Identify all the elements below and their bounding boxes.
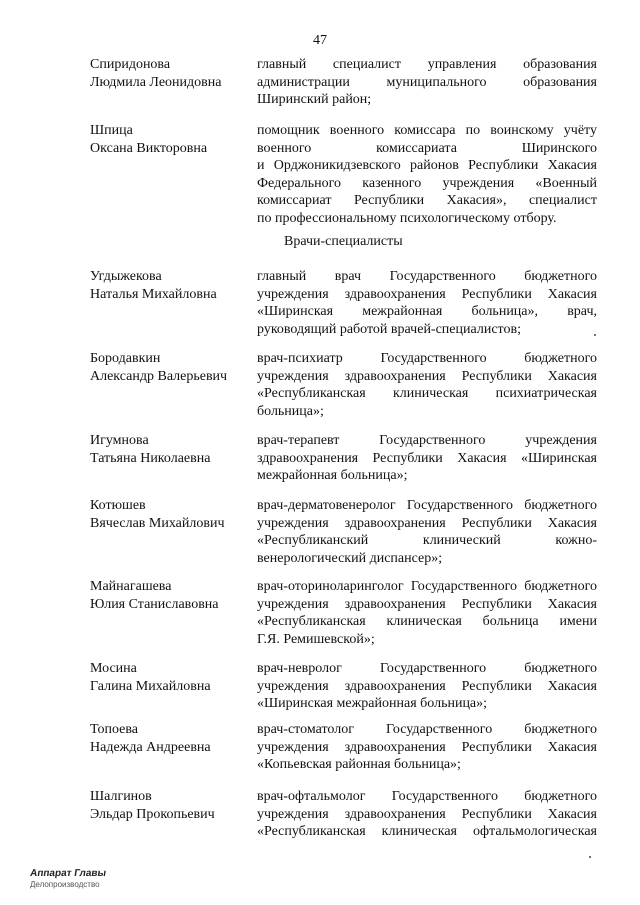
member-surname: Котюшев: [90, 498, 146, 513]
position-line: учреждения здравоохранения Республики Хакасия: [257, 806, 597, 822]
member-name: [90, 350, 250, 386]
member-surname: Шпица: [90, 123, 133, 138]
member-name: [90, 122, 250, 158]
position-line: «Ширинская межрайонная больница»;: [257, 696, 488, 711]
position-line: межрайонная больница»;: [257, 468, 408, 483]
position-line: Ширинский район;: [257, 92, 372, 107]
member-name: [90, 788, 250, 824]
member-given-names: Наталья Михайловна: [90, 287, 217, 302]
footer-stamp: [30, 868, 106, 890]
position-line: учреждения здравоохранения Республики Хакасия: [257, 515, 597, 531]
position-line: больница»;: [257, 403, 324, 419]
position-line: военного комиссариата Ширинского: [257, 140, 597, 156]
member-name: [90, 497, 250, 533]
position-line: врач-психиатр Государственного бюджетного: [257, 351, 597, 366]
member-surname: Бородавкин: [90, 351, 161, 366]
position-line: врач-терапевт Государственного учреждения: [257, 433, 597, 448]
position-line: учреждения здравоохранения Республики Хакасия: [257, 596, 597, 612]
page-number: 47: [313, 33, 327, 48]
member-surname: Угдыжекова: [90, 269, 162, 284]
member-position: [257, 122, 597, 227]
position-line: помощник военного комиссара по воинскому учёту: [257, 123, 597, 138]
position-line: главный врач Государственного бюджетного: [257, 269, 597, 284]
member-given-names: Людмила Леонидовна: [90, 75, 222, 90]
member-position: [257, 268, 597, 338]
position-line: врач-дерматовенеролог Государственного бюджетного: [257, 498, 597, 513]
member-given-names: Галина Михайловна: [90, 679, 211, 694]
member-surname: Мосина: [90, 661, 137, 676]
section-title: Врачи-специалисты: [284, 234, 403, 249]
member-position: [257, 660, 597, 713]
scan-speck: [594, 334, 596, 336]
position-line: врач-стоматолог Государственного бюджетного: [257, 722, 597, 737]
position-line: врач-невролог Государственного бюджетного: [257, 661, 597, 676]
position-line: «Республиканская клиническая офтальмологическая: [257, 824, 597, 839]
position-line: здравоохранения Республики Хакасия «Ширинская: [257, 450, 597, 466]
footer-line-2: Делопроизводство: [30, 880, 100, 889]
position-line: комиссариат Республики Хакасия», специалист: [257, 193, 597, 208]
footer-line-1: Аппарат Главы: [29, 868, 107, 879]
member-position: [257, 788, 597, 841]
member-name: [90, 660, 250, 696]
member-position: [257, 721, 597, 774]
member-given-names: Татьяна Николаевна: [90, 451, 211, 466]
position-line: «Республиканский клинический кожно-: [257, 533, 597, 548]
member-given-names: Юлия Станиславовна: [90, 597, 219, 612]
position-line: и Орджоникидзевского районов Республики Хакасия: [257, 158, 597, 173]
member-surname: Топоева: [90, 722, 139, 737]
position-line: «Республиканская клиническая больница имени: [257, 614, 597, 629]
position-line: врач-офтальмолог Государственного бюджетного: [257, 789, 597, 804]
member-name: [90, 268, 250, 304]
position-line: учреждения здравоохранения Республики Хакасия: [257, 739, 597, 755]
member-name: [90, 432, 250, 468]
position-line: учреждения здравоохранения Республики Хакасия: [257, 678, 597, 694]
member-position: [257, 578, 597, 648]
position-line: врач-оториноларинголог Государственного бюджетного: [257, 579, 597, 594]
member-given-names: Оксана Викторовна: [90, 141, 208, 156]
member-given-names: Вячеслав Михайлович: [90, 516, 225, 531]
member-surname: Шалгинов: [90, 789, 152, 804]
member-position: [257, 497, 597, 567]
scan-speck: [589, 856, 591, 858]
position-line: «Ширинская межрайонная больница», врач,: [257, 304, 597, 319]
member-given-names: Эльдар Прокопьевич: [90, 807, 215, 822]
position-line: «Республиканская клиническая психиатрическая: [257, 386, 597, 401]
member-position: [257, 432, 597, 485]
member-position: [257, 56, 597, 109]
position-line: по профессиональному психологическому отбору.: [257, 210, 557, 226]
position-line: администрации муниципального образования: [257, 74, 597, 90]
member-name: [90, 56, 250, 92]
position-line: главный специалист управления образования: [257, 57, 597, 72]
position-line: Г.Я. Ремишевской»;: [257, 631, 375, 647]
position-line: учреждения здравоохранения Республики Хакасия: [257, 286, 597, 302]
position-line: «Копьевская районная больница»;: [257, 757, 461, 772]
member-surname: Игумнова: [90, 433, 149, 448]
position-line: руководящий работой врачей-специалистов;: [257, 321, 521, 337]
member-surname: Спиридонова: [90, 57, 171, 72]
member-name: [90, 721, 250, 757]
position-line: Федерального казенного учреждения «Военный: [257, 175, 597, 191]
member-surname: Майнагашева: [90, 579, 172, 594]
member-name: [90, 578, 250, 614]
member-given-names: Александр Валерьевич: [90, 369, 228, 384]
position-line: венерологический диспансер»;: [257, 550, 443, 566]
member-position: [257, 350, 597, 420]
position-line: учреждения здравоохранения Республики Хакасия: [257, 368, 597, 384]
member-given-names: Надежда Андреевна: [90, 740, 211, 755]
